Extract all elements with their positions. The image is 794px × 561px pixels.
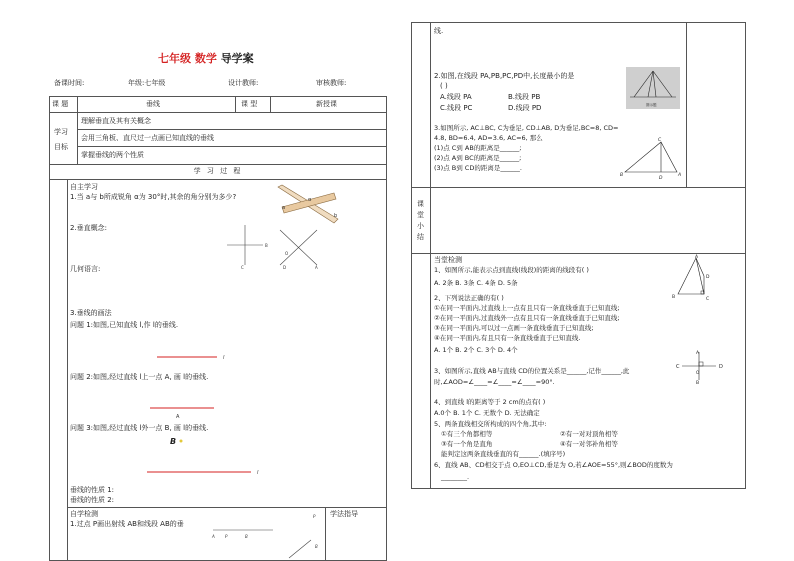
fig-label-D: D <box>283 265 287 270</box>
q3-triangle-figure <box>617 136 687 181</box>
fig-label-B: B <box>696 381 700 386</box>
check-q2-item: ③在同一平面内,可以过一点画一条直线垂直于已知直线; <box>434 324 594 332</box>
goals-label-1: 学习 <box>54 128 68 136</box>
q2-option: D.线段 PD <box>508 104 542 112</box>
fig-label-A: A <box>696 351 700 356</box>
topic-value: 垂线 <box>146 100 160 108</box>
fig-label-D: D <box>719 364 723 370</box>
property-2: 垂线的性质 2: <box>70 496 115 504</box>
goal-item: 掌握垂线的两个性质 <box>81 151 144 159</box>
check-q5-item: ①有三个角都相等 <box>441 430 493 438</box>
fig-label-C: C <box>676 364 680 370</box>
fig-label-alpha: α <box>308 197 312 203</box>
check-q5-tail: 能判定这两条直线垂直的有______.(填序号) <box>441 450 566 458</box>
problem-3: 问题 3:如图,经过直线 l外一点 B, 画 l的垂线. <box>70 424 209 432</box>
self-test-heading: 自学检测 <box>70 510 98 518</box>
summary-char: 堂 <box>417 211 424 219</box>
q2-paren: ( ) <box>440 82 448 90</box>
reviewer-label: 审核教师: <box>316 79 347 87</box>
fig-label-B: B <box>620 173 624 178</box>
fig-label-b: b <box>334 213 338 219</box>
line-l-figure-1 <box>157 352 227 362</box>
check-q1-options: A. 2条 B. 3条 C. 4条 D. 5条 <box>434 279 518 287</box>
fig-label-A: A <box>176 414 180 420</box>
type-label: 课 型 <box>241 100 258 108</box>
geo-lang-label: 几何语言: <box>70 265 101 273</box>
topic-label: 课 题 <box>52 100 69 108</box>
q2-option: B.线段 PB <box>508 93 541 101</box>
line-l-figure-2 <box>150 400 220 420</box>
summary-char: 课 <box>417 200 424 208</box>
check-q3-figure <box>676 350 726 384</box>
self-study-heading: 自主学习 <box>70 183 98 191</box>
fig-label-C: C <box>658 138 662 143</box>
check-q3-line1: 3、如图所示,直线 AB与直线 CD的位置关系是______,记作______,此 <box>434 367 630 375</box>
self-study-q3: 3.垂线的画法 <box>70 309 112 317</box>
right-top-text: 线. <box>434 27 444 35</box>
check-q1-figure <box>670 254 720 304</box>
check-q5-item: ②有一对对顶角相等 <box>560 430 618 438</box>
fig-label-A: A <box>695 255 699 260</box>
fig-label-B: B <box>170 437 177 446</box>
check-q1: 1、如图所示,能表示点到直线(线段)的距离的线段有( ) <box>434 266 589 274</box>
fig-label-P: P <box>225 534 228 539</box>
property-1: 垂线的性质 1: <box>70 486 115 494</box>
self-study-q1: 1.当 a与 b所成锐角 α为 30°时,其余的角分别为多少? <box>70 193 237 201</box>
q2-text: 2.如图,在线段 PA,PB,PC,PD中,长度最小的是 <box>434 72 575 80</box>
check-q3-line2: 时,∠AOD=∠____=∠____=∠____=90°. <box>434 378 555 386</box>
type-value: 新授课 <box>316 100 337 108</box>
check-q5: 5、两条直线相交所构成的四个角,其中: <box>434 420 547 428</box>
summary-label <box>411 199 430 243</box>
check-q4-options: A.0个 B. 1个 C. 无数个 D. 无法确定 <box>434 409 540 417</box>
check-q2-item: ②在同一平面内,过直线外一点有且只有一条直线垂直于已知直线; <box>434 314 620 322</box>
fig-label-D: D <box>659 176 663 181</box>
q2-option: C.线段 PC <box>440 104 473 112</box>
fig-label-l: l <box>257 470 259 476</box>
study-guide-label: 学法指导 <box>330 510 358 518</box>
self-test-q1: 1.过点 P画出射线 AB和线段 AB的垂 <box>70 520 184 528</box>
fig-label-O: O <box>285 251 289 256</box>
fig-label-l: l <box>223 355 225 361</box>
q3-line: 3.如图所示, AC⊥BC, C为垂足, CD⊥AB, D为垂足,BC=8, CD= <box>434 124 619 132</box>
fig-label-B: B <box>245 534 248 539</box>
fig-label-A: A <box>212 534 215 539</box>
problem-2: 问题 2:如图,经过直线 l上一点 A, 画 l的垂线. <box>70 373 209 381</box>
check-q2-item: ④在同一平面内,有且只有一条直线垂直于已知直线. <box>434 334 581 342</box>
fig-label-P: P <box>313 514 316 519</box>
point-b-figure <box>170 434 190 446</box>
self-study-q2: 2.垂直概念: <box>70 224 108 232</box>
q2-figure-caption: 图示题 <box>646 103 657 107</box>
check-q4: 4、到直线 l的距离等于 2 cm的点有( ) <box>434 398 546 406</box>
goals-label-2: 目标 <box>54 143 68 151</box>
designer-label: 设计教师: <box>228 79 259 87</box>
goal-item: 理解垂直及其有关概念 <box>81 117 151 125</box>
fig-label-C: C <box>706 297 710 302</box>
fig-label-A: A <box>315 265 318 270</box>
perpendicular-figures <box>225 225 325 270</box>
check-q6-line2: ________. <box>441 473 470 481</box>
fig-label-D: D <box>706 275 710 280</box>
fig-label-B: B <box>672 295 676 300</box>
check-q2: 2、下列说法正确的有( ) <box>434 294 504 302</box>
grade-label: 年级:七年级 <box>128 79 166 87</box>
goal-item: 会用三角板、直尺过一点画已知直线的垂线 <box>81 134 214 142</box>
page-title-red: 七年级 数学 <box>158 52 217 65</box>
ray-segment-figure <box>205 510 325 560</box>
check-q2-item: ①在同一平面内,过直线上一点有且只有一条直线垂直于已知直线; <box>434 304 620 312</box>
q3-line: 4.8, BD=6.4, AD=3.6, AC=6, 那么 <box>434 134 543 142</box>
q2-figure <box>626 67 680 109</box>
fig-label-B: B <box>315 544 318 549</box>
fig-label-a: a <box>282 205 286 211</box>
process-title: 学 习 过 程 <box>193 167 243 175</box>
check-q6-line1: 6、直线 AB、CD相交于点 O,EO⊥CD,垂足为 O,若∠AOE=55°,则∠BOD的度数为 <box>434 461 673 469</box>
fig-label-O: O <box>696 370 700 375</box>
q3-line: (3)点 B到 CD的距离是______. <box>434 164 522 172</box>
summary-char: 小 <box>417 222 424 230</box>
page-title <box>158 50 254 66</box>
check-q2-options: A. 1个 B. 2个 C. 3个 D. 4个 <box>434 346 518 354</box>
q3-line: (1)点 C到 AB的距离是______; <box>434 144 522 152</box>
q2-option: A.线段 PA <box>440 93 472 101</box>
fig-label-B: B <box>265 243 268 248</box>
line-l-figure-3 <box>147 467 267 477</box>
fig-label-A: A <box>678 173 682 178</box>
q3-line: (2)点 A到 BC的距离是______; <box>434 154 522 162</box>
fig-label-C: C <box>241 265 244 270</box>
check-q5-item: ④有一对邻补角相等 <box>560 440 618 448</box>
summary-char: 结 <box>417 233 424 241</box>
check-heading: 当堂检测 <box>434 256 462 264</box>
check-q5-item: ③有一个角是直角 <box>441 440 493 448</box>
page-title-black: 导学案 <box>220 52 254 65</box>
prep-time-label: 备课时间: <box>54 79 85 87</box>
problem-1: 问题 1:如图,已知直线 l,作 l的垂线. <box>70 321 179 329</box>
